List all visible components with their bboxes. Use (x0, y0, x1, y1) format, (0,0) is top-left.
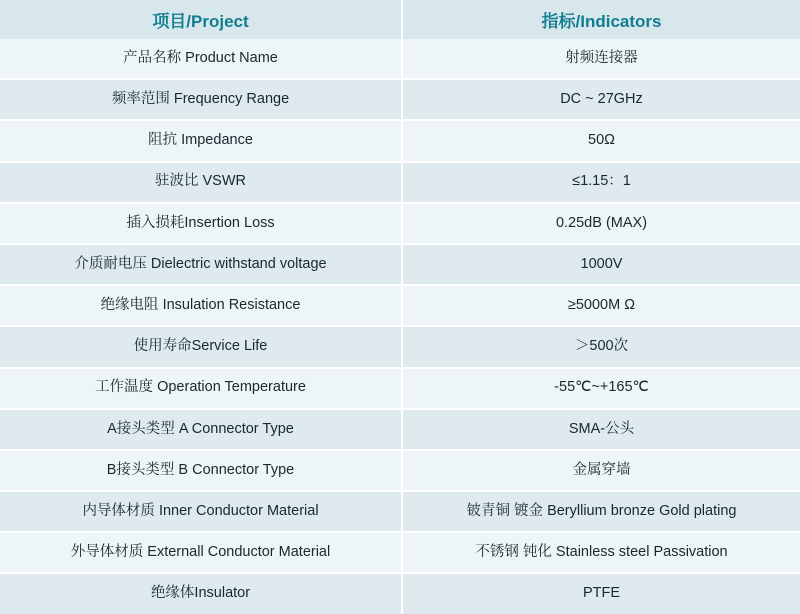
cell-indicator: 不锈钢 钝化 Stainless steel Passivation (402, 532, 800, 573)
table-header (0, 0, 800, 39)
cell-project: 使用寿命Service Life (0, 326, 402, 367)
cell-indicator: ≤1.15：1 (402, 162, 800, 203)
cell-indicator: 铍青铜 镀金 Beryllium bronze Gold plating (402, 491, 800, 532)
cell-project: 驻波比 VSWR (0, 162, 402, 203)
table-row (0, 326, 800, 367)
cell-project: 插入损耗Insertion Loss (0, 203, 402, 244)
table-row (0, 409, 800, 450)
table-row (0, 491, 800, 532)
cell-project: 绝缘电阻 Insulation Resistance (0, 285, 402, 326)
cell-project: B接头类型 B Connector Type (0, 450, 402, 491)
cell-indicator: 射频连接器 (402, 39, 800, 79)
column-header-project: 项目/Project (0, 0, 402, 39)
cell-project: A接头类型 A Connector Type (0, 409, 402, 450)
table-body (0, 39, 800, 614)
table-row (0, 203, 800, 244)
cell-project: 内导体材质 Inner Conductor Material (0, 491, 402, 532)
cell-indicator: 0.25dB (MAX) (402, 203, 800, 244)
cell-indicator: ＞500次 (402, 326, 800, 367)
cell-project: 产品名称 Product Name (0, 39, 402, 79)
cell-indicator: SMA-公头 (402, 409, 800, 450)
table-row (0, 450, 800, 491)
cell-indicator: ≥5000M Ω (402, 285, 800, 326)
table-row (0, 573, 800, 613)
cell-project: 频率范围 Frequency Range (0, 79, 402, 120)
table-row (0, 532, 800, 573)
table-row (0, 120, 800, 161)
cell-indicator: -55℃~+165℃ (402, 368, 800, 409)
cell-indicator: DC ~ 27GHz (402, 79, 800, 120)
cell-indicator: 50Ω (402, 120, 800, 161)
cell-project: 介质耐电压 Dielectric withstand voltage (0, 244, 402, 285)
table-row (0, 39, 800, 79)
cell-project: 阻抗 Impedance (0, 120, 402, 161)
cell-project: 外导体材质 Externall Conductor Material (0, 532, 402, 573)
cell-project: 绝缘体Insulator (0, 573, 402, 613)
table-header-row (0, 0, 800, 39)
cell-indicator: 1000V (402, 244, 800, 285)
cell-indicator: 金属穿墙 (402, 450, 800, 491)
table-row (0, 285, 800, 326)
cell-indicator: PTFE (402, 573, 800, 613)
table-row (0, 244, 800, 285)
column-header-indicator: 指标/Indicators (402, 0, 800, 39)
table-row (0, 368, 800, 409)
cell-project: 工作温度 Operation Temperature (0, 368, 402, 409)
table-row (0, 162, 800, 203)
table-row (0, 79, 800, 120)
